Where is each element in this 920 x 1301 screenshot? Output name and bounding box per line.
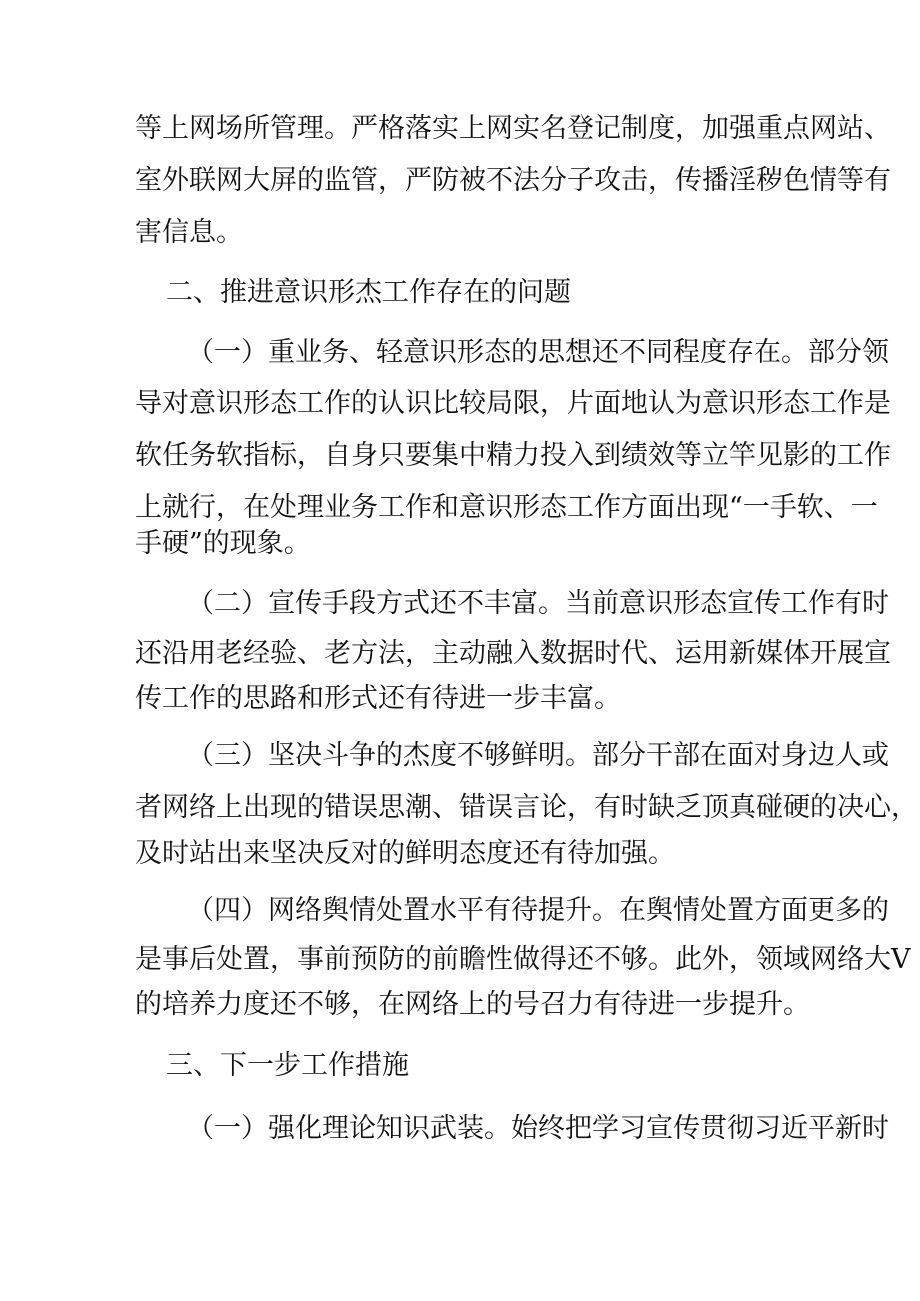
paragraph-line	[0, 679, 920, 719]
paragraph-line	[0, 1109, 920, 1149]
paragraph-line	[0, 891, 920, 931]
paragraph-line-text: （二）宣传手段方式还不丰富。当前意识形态宣传工作有时	[187, 588, 889, 619]
paragraph-line-text: 的培养力度还不够，在网络上的号召力有待进一步提升。	[135, 989, 810, 1020]
paragraph-line	[0, 524, 920, 564]
paragraph-line-text: （一）重业务、轻意识形态的思想还不同程度存在。部分领	[187, 337, 889, 368]
paragraph-line-text: 手硬”的现象。	[135, 528, 311, 559]
paragraph-line-text: 是事后处置，事前预防的前瞻性做得还不够。此外，领域网络大V	[135, 944, 911, 975]
text-line	[0, 161, 920, 201]
paragraph-line	[0, 384, 920, 424]
section-heading	[0, 273, 920, 313]
section-heading	[0, 1046, 920, 1086]
text-line-content: 等上网场所管理。严格落实上网实名登记制度，加强重点网站、	[135, 113, 891, 144]
paragraph-line	[0, 634, 920, 674]
paragraph-line-text: （三）坚决斗争的杰度不够鲜明。部分干部在面对身边人或	[187, 740, 889, 771]
paragraph-line-text: 导对意识形态工作的认识比较局限，片面地认为意识形态工作是	[135, 388, 891, 419]
paragraph-line	[0, 985, 920, 1025]
paragraph-line-text: （四）网络舆情处置水平有待提升。在舆情处置方面更多的	[187, 895, 889, 926]
paragraph-line-text: 上就行，在处理业务工作和意识形态工作方面出现“一手软、一	[135, 492, 878, 523]
paragraph-line	[0, 940, 920, 980]
paragraph-line-text: 传工作的思路和形式还有待进一步丰富。	[135, 683, 621, 714]
paragraph-line	[0, 736, 920, 776]
paragraph-line	[0, 333, 920, 373]
section-heading-text: 三、下一步工作措施	[166, 1050, 409, 1081]
paragraph-line	[0, 834, 920, 874]
paragraph-line	[0, 436, 920, 476]
paragraph-line	[0, 488, 920, 528]
paragraph-line-text: 软任务软指标，自身只要集中精力投入到绩效等立竿见影的工作	[135, 440, 891, 471]
paragraph-line-text: 者网络上出现的错误思潮、错误言论，有时缺乏顶真碰硬的决心，	[135, 792, 918, 823]
text-line-content: 害信息。	[135, 217, 243, 248]
text-line	[0, 213, 920, 253]
text-line-content: 室外联网大屏的监管，严防被不法分子攻击，传播淫秽色情等有	[135, 165, 891, 196]
text-line	[0, 109, 920, 149]
section-heading-text: 二、推进意识形杰工作存在的问题	[166, 277, 571, 308]
paragraph-line-text: 及时站出来坚决反对的鲜明态度还有待加强。	[135, 838, 675, 869]
paragraph-line	[0, 788, 920, 828]
paragraph-line-text: （一）强化理论知识武装。始终把学习宣传贯彻习近平新时	[187, 1113, 889, 1144]
paragraph-line-text: 还沿用老经验、老方法，主动融入数据时代、运用新媒体开展宣	[135, 638, 891, 669]
paragraph-line	[0, 584, 920, 624]
